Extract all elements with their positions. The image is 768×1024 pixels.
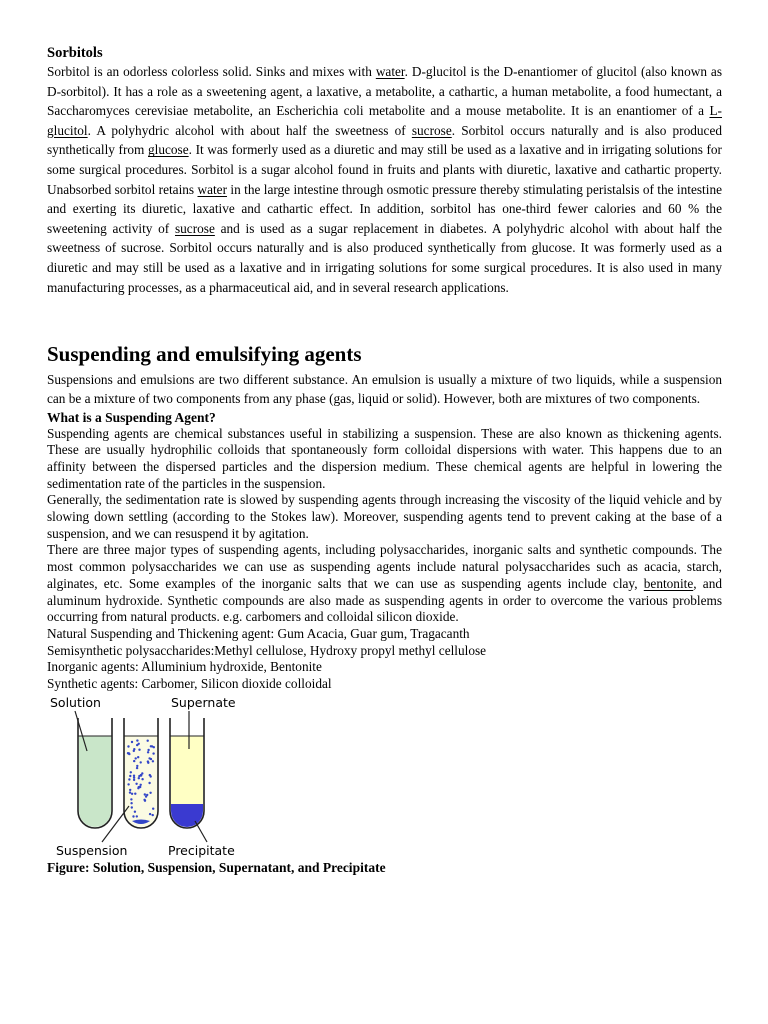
suspended-particle (144, 793, 146, 795)
suspended-particle (132, 815, 134, 817)
suspended-particle (137, 756, 139, 758)
agent-types-paragraph (47, 542, 722, 626)
suspended-particle (152, 814, 154, 816)
suspended-particle (139, 786, 141, 788)
suspended-particle (127, 745, 129, 747)
underlined-term: sucrose (411, 122, 452, 138)
suspended-particle (152, 807, 154, 809)
suspended-particle (140, 783, 142, 785)
suspended-particle (129, 788, 131, 790)
suspended-particle (133, 760, 135, 762)
suspended-particle (133, 776, 135, 778)
suspended-particle (133, 749, 135, 751)
text-run: There are three major types of suspending agents, including polysaccharides, inorganic salts and synthetic compounds. The most common polysaccharides we can use as suspending agents include natural polysaccharides such as acacia, starch, alginates, etc. Some examples of the inorganic salts that we can use as suspending agents include clay, (47, 542, 722, 591)
suspended-particle (145, 795, 147, 797)
text-run: in the large intestine through osmotic pressure thereby stimulating peristalsis of the intestine and exerting its diuretic, laxative and cathartic effect. In addition, sorbitol has one-third fewer calories and 60 % the sweetening activity of (47, 181, 722, 236)
precipitate-leader-line (195, 821, 207, 842)
precipitate-label: Precipitate (168, 842, 235, 858)
text-run: . A polyhydric alcohol with about half the sweetness of (87, 122, 412, 138)
text-run: . Sorbitol occurs naturally and is also produced synthetically from (47, 122, 722, 158)
suspended-particle (134, 810, 136, 812)
suspending-agent-subheading: What is a Suspending Agent? (47, 409, 216, 425)
suspended-particle (131, 792, 133, 794)
document-page (47, 44, 722, 877)
underlined-term: glucose (148, 142, 189, 158)
suspension-tube-liquid (125, 736, 157, 827)
natural-agents-line: Natural Suspending and Thickening agent: Gum Acacia, Guar gum, Tragacanth (47, 625, 470, 641)
suspended-particle (138, 775, 140, 777)
suspending-intro-paragraph: Suspensions and emulsions are two different substance. An emulsion is usually a mixture of two liquids, while a suspension can be a mixture of two components from any phase (gas, liquid or solid). However, both are mixtures of two components. (47, 372, 722, 407)
text-run: Sorbitol is an odorless colorless solid. Sinks and mixes with (47, 64, 376, 79)
suspended-particle (130, 798, 132, 800)
suspended-particle (135, 782, 137, 784)
synthetic-agents-line: Synthetic agents: Carbomer, Silicon dioxide colloidal (47, 676, 332, 692)
underlined-term: water (375, 64, 405, 79)
underlined-term: water (197, 181, 228, 197)
suspended-particle (136, 764, 138, 766)
suspended-particle (136, 767, 138, 769)
suspending-agents-heading: Suspending and emulsifying agents (47, 342, 362, 367)
suspended-particle (136, 815, 138, 817)
semisynthetic-agents-line: Semisynthetic polysaccharides:Methyl cellulose, Hydroxy propyl methyl cellulose (47, 642, 487, 658)
suspended-particle (131, 806, 133, 808)
solution-label: Solution (50, 694, 101, 710)
suspended-particle (136, 744, 138, 746)
suspended-particle (128, 778, 130, 780)
suspended-particle (147, 760, 149, 762)
suspended-particle (129, 791, 131, 793)
suspended-particle (152, 752, 154, 754)
solution-tube-liquid (79, 736, 111, 827)
suspension-label: Suspension (56, 842, 128, 858)
underlined-term: L-glucitol (47, 103, 722, 138)
sedimentation-paragraph: Generally, the sedimentation rate is slowed by suspending agents through increasing the viscosity of the liquid vehicle and by slowing down settling (according to the Stokes law). Moreover, suspending agents tend to prevent caking at the base of a suspension, and we can resuspend it by agitation. (47, 492, 722, 541)
suspended-particle (131, 741, 133, 743)
suspended-particle (136, 739, 138, 741)
suspended-particle (134, 792, 136, 794)
text-run: . It was formerly used as a diuretic and may still be used as a laxative and in irrigating solutions for some surgical procedures. Sorbitol is a sugar alcohol found in fruits and plants with diuretic, laxative and cathartic property. Unabsorbed sorbitol retains (47, 142, 722, 197)
suspended-particle (138, 777, 140, 779)
suspended-particle (147, 751, 149, 753)
suspended-particle (150, 775, 152, 777)
sorbitols-heading: Sorbitols (47, 45, 103, 61)
underlined-term: bentonite (643, 575, 694, 591)
suspended-particle (129, 775, 131, 777)
suspended-particle (130, 771, 132, 773)
inorganic-agents-line: Inorganic agents: Alluminium hydroxide, Bentonite (47, 659, 322, 675)
suspended-particle (147, 739, 149, 741)
suspended-particle (147, 749, 149, 751)
test-tubes-illustration (47, 694, 267, 859)
text-run: and is used as a sugar replacement in diabetes. A polyhydric alcohol with about half the sweetness of sucrose. Sorbitol occurs naturally and is also produced synthetically from glucose. It was formerly used as a diuretic and may still be used as a laxative and in irrigating solutions for some surgical procedures. It is also used in many manufacturing processes, as a pharmaceutical aid, and in several research applications. (47, 220, 722, 295)
suspended-particle (141, 778, 143, 780)
suspended-particle (148, 757, 150, 759)
suspended-particle (133, 778, 135, 780)
figure-caption: Figure: Solution, Suspension, Supernatant, and Precipitate (47, 859, 386, 875)
suspended-particle (149, 791, 151, 793)
suspended-particle (143, 798, 145, 800)
text-run: , and aluminum hydroxide. Synthetic compounds are also made as suspending agents in order to overcome the various problems occurring from natural products. e.g. carbomers and colloidal silicon dioxide. (47, 575, 722, 625)
suspended-particle (148, 782, 150, 784)
text-run: . D-glucitol is the D-enantiomer of glucitol (also known as D-sorbitol). It has a role as a sweetening agent, a laxative, a metabolite, a cathartic, a human metabolite, a food humectant, a Saccharomyces cerevisiae metabolite, an Escherichia coli metabolite and a mouse metabolite. It is an enantiomer of a (47, 64, 723, 119)
suspended-particle (127, 783, 129, 785)
suspended-particle (138, 748, 140, 750)
sorbitols-paragraph (47, 62, 722, 297)
suspended-particle (140, 761, 142, 763)
suspended-particle (130, 802, 132, 804)
test-tubes-figure (47, 694, 267, 859)
suspended-particle (127, 752, 129, 754)
supernate-label: Supernate (171, 694, 236, 710)
suspended-particle (149, 813, 151, 815)
suspending-definition-paragraph: Suspending agents are chemical substances useful in stabilizing a suspension. These are also known as thickening agents. These are usually hydrophilic colloids that spontaneously form colloidal dispersions with water. This happens due to an affinity between the dispersed particles and the dispersion medium. These chemical agents are helpful in lowering the sedimentation rate of the particles in the suspension. (47, 425, 722, 491)
suspended-particle (153, 746, 155, 748)
suspended-particle (135, 757, 137, 759)
underlined-term: sucrose (174, 220, 215, 236)
suspended-particle (152, 760, 154, 762)
